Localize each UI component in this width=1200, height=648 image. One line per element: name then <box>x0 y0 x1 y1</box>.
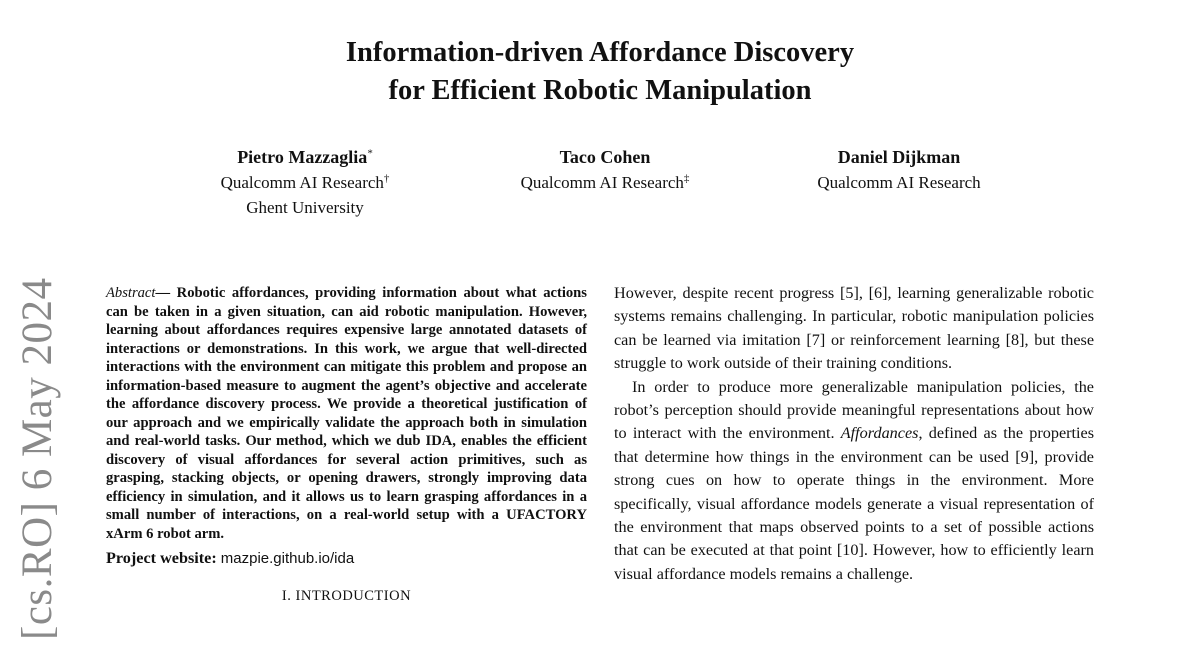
abstract-text: Robotic affordances, providing information about what actions can be taken in a given situation, can aid robotic manipulation. However, learning about affordances requires expensive large annotated datasets of interactions or demonstrations. In this work, we argue that well-directed interactions with the environment can mitigate this problem and propose an information-based measure to augment the agent’s objective and accelerate the affordance discovery process. We provide a theoretical justification of our approach and we empirically validate the approach both in simulation and real-world tasks. Our method, which we dub IDA, enables the efficient discovery of visual affordances for several action primitives, such as grasping, stacking objects, or opening drawers, strongly improving data efficiency in simulation, and it allows us to learn grasping affordances in a small number of interactions, on a real-world setup with a UFACTORY xArm 6 robot arm. <box>106 285 587 542</box>
project-website <box>106 547 587 570</box>
abstract <box>106 284 587 543</box>
title-line-1: Information-driven Affordance Discovery <box>345 37 855 68</box>
project-website-link[interactable]: mazpie.github.io/ida <box>220 550 355 567</box>
affiliation-mark: † <box>383 172 390 185</box>
section-number: I. <box>281 588 292 604</box>
author-1 <box>190 145 420 220</box>
author-affiliation: Qualcomm AI Research <box>220 173 384 192</box>
section-title: INTRODUCTION <box>295 588 412 604</box>
author-affiliation: Qualcomm AI Research <box>817 173 981 192</box>
title-line-2: for Efficient Robotic Manipulation <box>388 75 812 106</box>
project-website-label: Project website: <box>106 549 217 567</box>
paper-title <box>0 34 1200 110</box>
abstract-label: Abstract <box>106 285 156 301</box>
para2-rest: , defined as the properties that determine how things in the environment can be used [9], provide strong cues on how to operate things in the environment. More specifically, visual affordance models generate a visual representation of the environment that maps observed points to a set of possible actions that can be executed at that point [10]. However, how to efficiently learn visual affordance models remains a challenge. <box>614 424 1095 583</box>
intro-paragraph-2 <box>614 376 1094 587</box>
section-heading <box>106 587 587 605</box>
author-affiliation: Qualcomm AI Research <box>520 173 684 192</box>
arxiv-stamp: [cs.RO] 6 May 2024 <box>14 277 61 640</box>
author-affiliation-2: Ghent University <box>246 198 364 217</box>
abstract-dash: — <box>155 285 177 301</box>
author-3 <box>784 145 1014 195</box>
left-column <box>106 284 587 605</box>
affiliation-mark: ‡ <box>683 172 690 185</box>
right-column <box>614 282 1094 586</box>
author-2 <box>490 145 720 195</box>
author-name: Pietro Mazzaglia <box>237 147 368 167</box>
author-name: Daniel Dijkman <box>837 147 961 167</box>
author-mark: * <box>367 147 373 160</box>
author-name: Taco Cohen <box>559 147 651 167</box>
intro-paragraph-1: However, despite recent progress [5], [6], learning generalizable robotic systems remains challenging. In particular, robotic manipulation policies can be learned via imitation [7] or reinforcement learning [8], but these struggle to work outside of their training conditions. <box>614 284 1094 373</box>
para2-start: In order to produce more generalizable manipulation policies, the robot’s perception should provide meaningful representations about how to interact with the environment. <box>614 377 1094 443</box>
para2-emphasis: Affordances <box>840 424 919 443</box>
